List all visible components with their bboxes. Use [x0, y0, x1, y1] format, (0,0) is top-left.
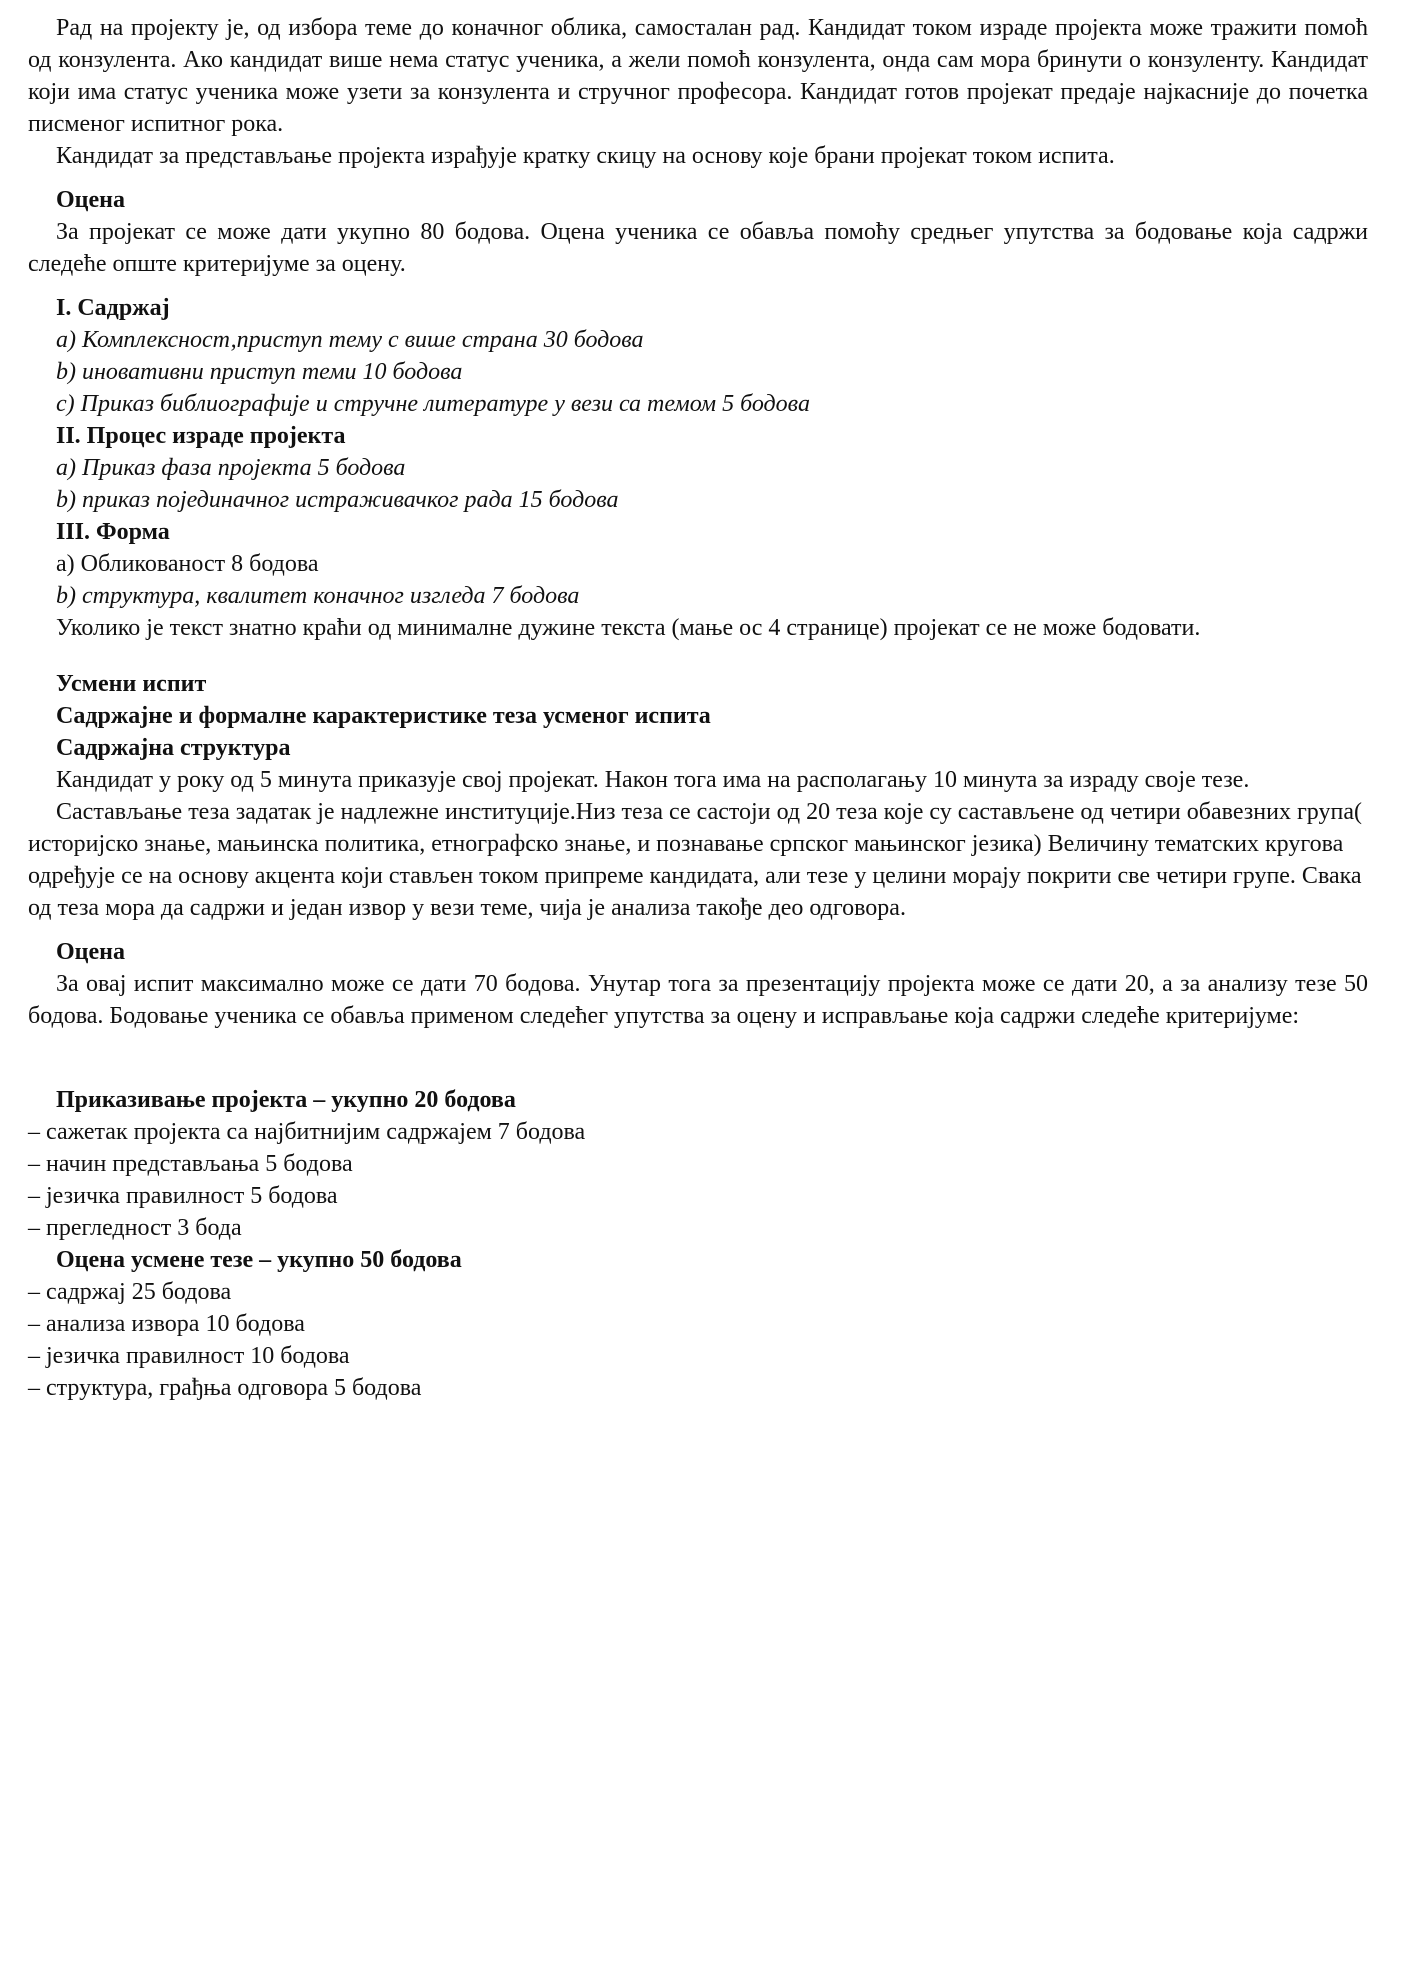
thesis-heading: Оцена усмене тезе – укупно 50 бодова — [56, 1247, 462, 1273]
oral-paragraph-2: Састављање теза задатак је надлежне институције.Низ теза се састоји од 20 теза које су састављене од четири обавезних група( историјско знање, мањинска политика, етнографско знање, и познавање српског мањинског језика) Величину тематских кругова одређује се на основу акцента који стављен током припреме кандидата, али тезе у целини морају покрити све четири групе. Свака од теза мора да садржи и један извор у вези теме, чија је анализа такође део одговора. — [28, 799, 1362, 921]
presentation-item: – прегледност 3 бода — [28, 1215, 242, 1241]
presentation-item: – сажетак пројекта са најбитнијим садржајем 7 бодова — [28, 1119, 586, 1145]
grading-text: За пројекат се може дати укупно 80 бодова. Оцена ученика се обавља помоћу средњег упутства за бодовање која садржи следеће опште критеријуме за оцену. — [28, 219, 1368, 277]
content-structure-heading: Садржајна структура — [56, 735, 291, 761]
presentation-item: – начин представљања 5 бодова — [28, 1151, 353, 1177]
thesis-item: – садржај 25 бодова — [28, 1279, 232, 1305]
thesis-item: – структура, грађња одговора 5 бодова — [28, 1375, 422, 1401]
intro-paragraph-2: Кандидат за представљање пројекта израђује кратку скицу на основу које брани пројекат током испита. — [56, 143, 1115, 169]
criteria-item: a) Обликованост 8 бодова — [56, 551, 319, 577]
spacer — [28, 1032, 1368, 1084]
criteria-item: a) Комплексност,приступ тему с више страна 30 бодова — [56, 327, 644, 353]
criteria-section-process — [28, 420, 1368, 516]
oral-grading-heading: Оцена — [56, 939, 125, 965]
thesis-criteria — [28, 1244, 1368, 1404]
presentation-item: – језичка правилност 5 бодова — [28, 1183, 338, 1209]
intro-paragraph-1: Рад на пројекту је, од избора теме до коначног облика, самосталан рад. Кандидат током израде пројекта може тражити помоћ од конзулента. Ако кандидат више нема статус ученика, а жели помоћ конзулента, онда сам мора бринути о конзуленту. Кандидат који има статус ученика може узети за конзулента и стручног професора. Кандидат готов пројекат предаје најкасније до почетка писменог испитног рока. — [28, 15, 1368, 137]
presentation-criteria — [28, 1084, 1368, 1244]
length-note: Уколико је текст знатно краћи од минималне дужине текста (мање ос 4 странице) пројекат се не може бодовати. — [56, 615, 1201, 641]
criteria-heading-form: III. Форма — [56, 519, 170, 545]
criteria-section-content — [28, 292, 1368, 420]
criteria-heading-content: I. Садржај — [56, 295, 170, 321]
criteria-item: c) Приказ библиографије и стручне литературе у вези са темом 5 бодова — [56, 391, 810, 417]
thesis-item: – анализа извора 10 бодова — [28, 1311, 305, 1337]
oral-paragraph-1: Кандидат у року од 5 минута приказује свој пројекат. Након тога има на располагању 10 минута за израду своје тезе. — [56, 767, 1250, 793]
criteria-section-form — [28, 516, 1368, 612]
criteria-item: b) структура, квалитет коначног изгледа 7 бодова — [56, 583, 580, 609]
spacer — [28, 644, 1368, 668]
criteria-item: b) приказ појединачног истраживачког рада 15 бодова — [56, 487, 619, 513]
oral-grading-text: За овај испит максимално може се дати 70 бодова. Унутар тога за презентацију пројекта може се дати 20, а за анализу тезе 50 бодова. Бодовање ученика се обавља применом следећег упутства за оцену и исправљање која садржи следеће критеријуме: — [28, 971, 1368, 1029]
criteria-item: a) Приказ фаза пројекта 5 бодова — [56, 455, 406, 481]
criteria-heading-process: II. Процес израде пројекта — [56, 423, 346, 449]
thesis-item: – језичка правилност 10 бодова — [28, 1343, 350, 1369]
grading-heading: Оцена — [56, 187, 125, 213]
criteria-item: b) иновативни приступ теми 10 бодова — [56, 359, 463, 385]
presentation-heading: Приказивање пројекта – укупно 20 бодова — [56, 1087, 516, 1113]
oral-exam-subheading: Садржајне и формалне карактеристике теза усменог испита — [56, 703, 711, 729]
oral-exam-heading: Усмени испит — [56, 671, 207, 697]
